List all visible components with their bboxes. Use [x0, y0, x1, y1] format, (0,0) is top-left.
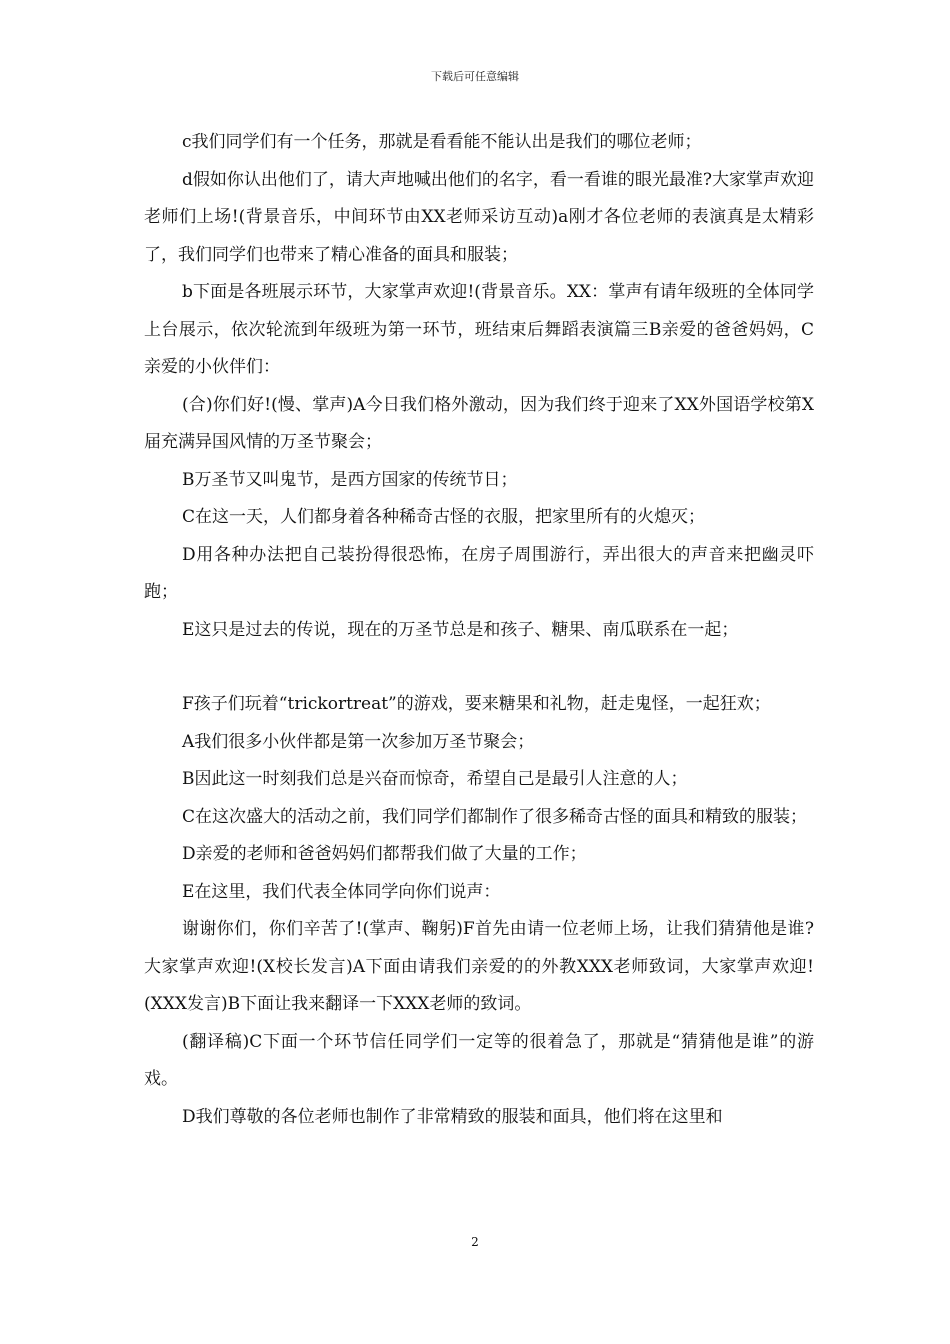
paragraph: 谢谢你们，你们辛苦了!(掌声、鞠躬)F首先由请一位老师上场，让我们猜猜他是谁?大家掌声欢迎!(X校长发言)A下面由请我们亲爱的的外教XXX老师致词，大家掌声欢迎!(XXX发言)B下面让我来翻译一下XXX老师的致词。	[144, 919, 814, 1014]
paragraph: E在这里，我们代表全体同学向你们说声：	[182, 881, 501, 902]
paragraph: D我们尊敬的各位老师也制作了非常精致的服装和面具，他们将在这里和	[182, 1106, 723, 1127]
paragraph: D用各种办法把自己装扮得很恐怖，在房子周围游行，弄出很大的声音来把幽灵吓跑；	[144, 544, 814, 602]
paragraph: F孩子们玩着“trickortreat”的游戏，要来糖果和礼物，赶走鬼怪，一起狂欢；	[182, 694, 771, 714]
paragraph: E这只是过去的传说，现在的万圣节总是和孩子、糖果、南瓜联系在一起；	[182, 619, 739, 640]
paragraph: (合)你们好!(慢、掌声)A今日我们格外激动，因为我们终于迎来了XX外国语学校第X届充满异国风情的万圣节聚会；	[144, 394, 814, 452]
page-header: 下载后可任意编辑	[431, 70, 519, 83]
paragraph: c我们同学们有一个任务，那就是看看能不能认出是我们的哪位老师；	[182, 132, 702, 152]
page-number: 2	[471, 1235, 479, 1249]
paragraph: A我们很多小伙伴都是第一次参加万圣节聚会；	[182, 731, 535, 752]
paragraph: C在这一天，人们都身着各种稀奇古怪的衣服，把家里所有的火熄灭；	[182, 507, 706, 527]
paragraph: B万圣节又叫鬼节，是西方国家的传统节日；	[182, 469, 518, 490]
paragraph: C在这次盛大的活动之前，我们同学们都制作了很多稀奇古怪的面具和精致的服装；	[182, 806, 808, 827]
paragraph: D亲爱的老师和爸爸妈妈们都帮我们做了大量的工作；	[182, 844, 587, 864]
paragraph-gap	[144, 649, 814, 686]
paragraph: B因此这一时刻我们总是兴奋而惊奇，希望自己是最引人注意的人；	[182, 769, 688, 789]
paragraph: (翻译稿)C下面一个环节信任同学们一定等的很着急了，那就是“猜猜他是谁”的游戏。	[144, 1031, 814, 1089]
document-body	[144, 124, 814, 1136]
paragraph: d假如你认出他们了，请大声地喊出他们的名字，看一看谁的眼光最准?大家掌声欢迎老师们上场!(背景音乐，中间环节由XX老师采访互动)a刚才各位老师的表演真是太精彩了，我们同学们也带来了精心准备的面具和服装；	[144, 169, 814, 265]
paragraph: b下面是各班展示环节，大家掌声欢迎!(背景音乐。XX：掌声有请年级班的全体同学上台展示，依次轮流到年级班为第一环节，班结束后舞蹈表演篇三B亲爱的爸爸妈妈，C亲爱的小伙伴们：	[144, 282, 814, 377]
